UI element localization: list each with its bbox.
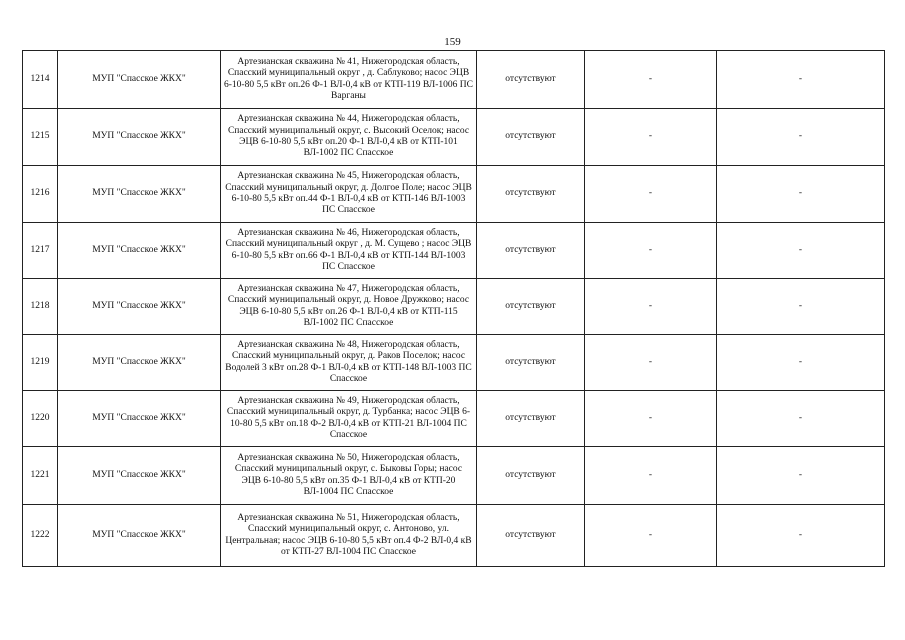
organization-cell: МУП "Спасское ЖКХ" <box>58 166 221 223</box>
object-description-cell: Артезианская скважина № 44, Нижегородская область, Спасский муниципальный округ, с. Высокий Оселок; насос ЭЦВ 6-10-80 5,5 кВт оп.20 Ф-1 ВЛ-0,4 кВ от КТП-101 ВЛ-1002 ПС Спасское <box>221 109 477 166</box>
organization-cell: МУП "Спасское ЖКХ" <box>58 51 221 109</box>
dash-cell-a: - <box>585 109 717 166</box>
organization-cell: МУП "Спасское ЖКХ" <box>58 447 221 505</box>
row-number: 1215 <box>23 109 58 166</box>
status-cell: отсутствуют <box>477 391 585 447</box>
dash-cell-a: - <box>585 279 717 335</box>
page-number: 159 <box>444 36 461 48</box>
dash-cell-a: - <box>585 335 717 391</box>
status-cell: отсутствуют <box>477 279 585 335</box>
row-number: 1218 <box>23 279 58 335</box>
organization-cell: МУП "Спасское ЖКХ" <box>58 279 221 335</box>
table-row <box>23 279 885 335</box>
dash-cell-b: - <box>717 109 885 166</box>
row-number: 1220 <box>23 391 58 447</box>
status-cell: отсутствуют <box>477 505 585 567</box>
row-number: 1222 <box>23 505 58 567</box>
row-number: 1221 <box>23 447 58 505</box>
table-row <box>23 166 885 223</box>
dash-cell-a: - <box>585 223 717 279</box>
dash-cell-b: - <box>717 166 885 223</box>
table-row <box>23 505 885 567</box>
organization-cell: МУП "Спасское ЖКХ" <box>58 505 221 567</box>
dash-cell-a: - <box>585 166 717 223</box>
table-row <box>23 447 885 505</box>
object-description-cell: Артезианская скважина № 45, Нижегородская область, Спасский муниципальный округ, д. Долгое Поле; насос ЭЦВ 6-10-80 5,5 кВт оп.44 Ф-1 ВЛ-0,4 кВ от КТП-146 ВЛ-1003 ПС Спасское <box>221 166 477 223</box>
organization-cell: МУП "Спасское ЖКХ" <box>58 109 221 166</box>
dash-cell-a: - <box>585 51 717 109</box>
object-description-cell: Артезианская скважина № 47, Нижегородская область, Спасский муниципальный округ, д. Новое Дружково; насос ЭЦВ 6-10-80 5,5 кВт оп.26 Ф-1 ВЛ-0,4 кВ от КТП-115 ВЛ-1002 ПС Спасское <box>221 279 477 335</box>
dash-cell-b: - <box>717 505 885 567</box>
dash-cell-b: - <box>717 223 885 279</box>
dash-cell-a: - <box>585 505 717 567</box>
organization-cell: МУП "Спасское ЖКХ" <box>58 223 221 279</box>
table-row <box>23 391 885 447</box>
row-number: 1217 <box>23 223 58 279</box>
object-description-cell: Артезианская скважина № 51, Нижегородская область, Спасский муниципальный округ, с. Антоново, ул. Центральная; насос ЭЦВ 6-10-80 5,5 кВт оп.4 Ф-2 ВЛ-0,4 кВ от КТП-27 ВЛ-1004 ПС Спасское <box>221 505 477 567</box>
organization-cell: МУП "Спасское ЖКХ" <box>58 335 221 391</box>
status-cell: отсутствуют <box>477 109 585 166</box>
object-description-cell: Артезианская скважина № 50, Нижегородская область, Спасский муниципальный округ, с. Быковы Горы; насос ЭЦВ 6-10-80 5,5 кВт оп.35 Ф-1 ВЛ-0,4 кВ от КТП-20 ВЛ-1004 ПС Спасское <box>221 447 477 505</box>
table-row <box>23 223 885 279</box>
object-description-cell: Артезианская скважина № 49, Нижегородская область, Спасский муниципальный округ, д. Турбанка; насос ЭЦВ 6-10-80 5,5 кВт оп.18 Ф-2 ВЛ-0,4 кВ от КТП-21 ВЛ-1004 ПС Спасское <box>221 391 477 447</box>
status-cell: отсутствуют <box>477 51 585 109</box>
status-cell: отсутствуют <box>477 335 585 391</box>
row-number: 1214 <box>23 51 58 109</box>
status-cell: отсутствуют <box>477 447 585 505</box>
status-cell: отсутствуют <box>477 166 585 223</box>
dash-cell-b: - <box>717 335 885 391</box>
dash-cell-b: - <box>717 391 885 447</box>
dash-cell-b: - <box>717 279 885 335</box>
object-description-cell: Артезианская скважина № 48, Нижегородская область, Спасский муниципальный округ, д. Раков Поселок; насос Водолей 3 кВт оп.28 Ф-1 ВЛ-0,4 кВ от КТП-148 ВЛ-1003 ПС Спасское <box>221 335 477 391</box>
row-number: 1219 <box>23 335 58 391</box>
table-row <box>23 109 885 166</box>
object-description-cell: Артезианская скважина № 41, Нижегородская область, Спасский муниципальный округ , д. Саблуково; насос ЭЦВ 6-10-80 5,5 кВт оп.26 Ф-1 ВЛ-0,4 кВ от КТП-119 ВЛ-1006 ПС Варганы <box>221 51 477 109</box>
organization-cell: МУП "Спасское ЖКХ" <box>58 391 221 447</box>
object-description-cell: Артезианская скважина № 46, Нижегородская область, Спасский муниципальный округ , д. М. Сущево ; насос ЭЦВ 6-10-80 5,5 кВт оп.66 Ф-1 ВЛ-0,4 кВ от КТП-144 ВЛ-1003 ПС Спасское <box>221 223 477 279</box>
dash-cell-b: - <box>717 51 885 109</box>
dash-cell-b: - <box>717 447 885 505</box>
row-number: 1216 <box>23 166 58 223</box>
table-row <box>23 51 885 109</box>
status-cell: отсутствуют <box>477 223 585 279</box>
dash-cell-a: - <box>585 447 717 505</box>
dash-cell-a: - <box>585 391 717 447</box>
table-row <box>23 335 885 391</box>
objects-table <box>22 50 885 567</box>
